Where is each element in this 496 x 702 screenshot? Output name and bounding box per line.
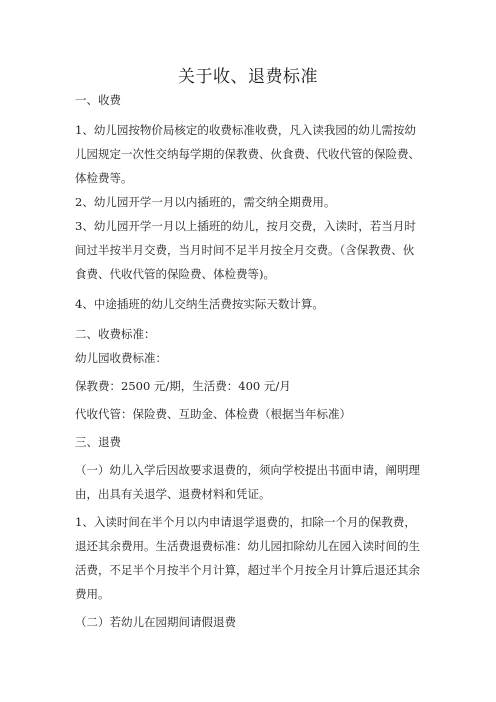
section-heading-standard: 二、收费标准： bbox=[75, 327, 156, 341]
section-heading-refund: 三、退费 bbox=[75, 435, 121, 449]
paragraph-line: （一）幼儿入学后因故要求退费的，须向学校提出书面申请，阐明理 bbox=[75, 463, 420, 477]
paragraph-line: （二）若幼儿在园期间请假退费 bbox=[75, 615, 236, 629]
paragraph-line: 4、中途插班的幼儿交纳生活费按实际天数计算。 bbox=[75, 297, 324, 311]
paragraph-line: 体检费等。 bbox=[75, 171, 133, 185]
paragraph-line: 代收代管：保险费、互助金、体检费（根据当年标准） bbox=[75, 407, 351, 421]
paragraph-line: 3、幼儿园开学一月以上插班的幼儿，按月交费，入读时，若当月时 bbox=[75, 219, 416, 233]
section-heading-fees: 一、收费 bbox=[75, 93, 121, 107]
paragraph-line: 1、入读时间在半个月以内申请退学退费的，扣除一个月的保教费， bbox=[75, 515, 416, 529]
paragraph-line: 1、幼儿园按物价局核定的收费标准收费，凡入读我园的幼儿需按幼 bbox=[75, 123, 416, 137]
paragraph-line: 幼儿园收费标准： bbox=[75, 351, 167, 365]
paragraph-line: 2、幼儿园开学一月以内插班的，需交纳全期费用。 bbox=[75, 195, 336, 209]
paragraph-line: 食费、代收代管的保险费、体检费等)。 bbox=[75, 267, 275, 281]
paragraph-line: 间过半按半月交费，当月时间不足半月按全月交费。（含保教费、伙 bbox=[75, 243, 415, 257]
paragraph-line: 活费，不足半个月按半个月计算，超过半个月按全月计算后退还其余 bbox=[75, 563, 420, 577]
paragraph-line: 退还其余费用。生活费退费标准：幼儿园扣除幼儿在园入读时间的生 bbox=[75, 539, 420, 553]
paragraph-line: 保教费：2500 元/期，生活费：400 元/月 bbox=[75, 379, 291, 393]
paragraph-line: 由，出具有关退学、退费材料和凭证。 bbox=[75, 487, 271, 501]
paragraph-line: 儿园规定一次性交纳每学期的保教费、伙食费、代收代管的保险费、 bbox=[75, 147, 420, 161]
document-title: 关于收、退费标准 bbox=[178, 67, 318, 87]
paragraph-line: 费用。 bbox=[75, 587, 110, 601]
